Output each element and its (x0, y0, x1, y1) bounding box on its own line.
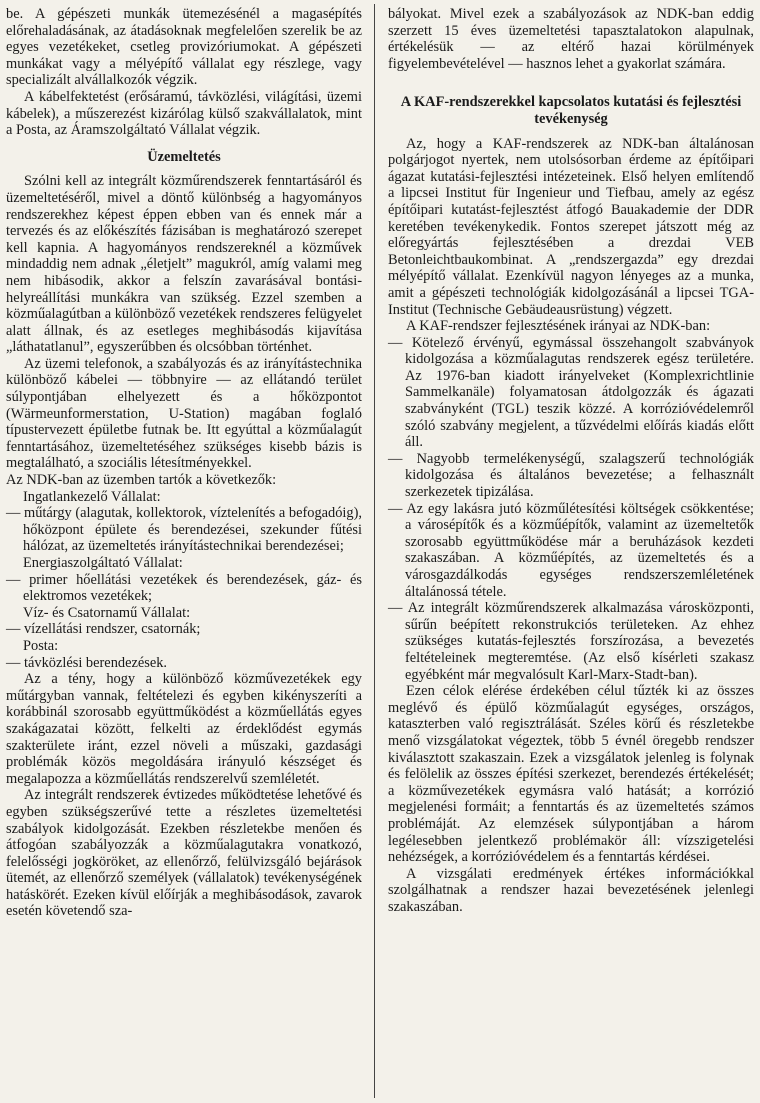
left-column (6, 6, 362, 920)
list-item: — Az integrált közműrendszerek alkalmazása városközponti, sűrűn beépített rekonstrukciós területeken. Az ehhez szükséges kutatás-fejlesztés forszírozása, a bevezetés feltételeinek megteremtése. (Az első kísérleti szakasz egyébként már megvalósult Karl-Marx-Stadt-ban). (388, 600, 754, 683)
paragraph: Az a tény, hogy a különböző közművezetékek egy műtárgyban vannak, feltételezi és egyben kikényszeríti a korábbinál szorosabb együttműködést a közműellátás egyes szakágazatai között, felkelti az érdeklődést egymás szakterülete iránt, ezzel növeli a műszaki, gazdasági problémák közös megoldására irányuló készséget és megalapozza a közműellátás rendszerelvű szemléletét. (6, 671, 362, 787)
paragraph: A KAF-rendszer fejlesztésének irányai az NDK-ban: (406, 318, 711, 335)
operator-name: Víz- és Csatornamű Vállalat: (23, 604, 191, 621)
operator-name: Ingatlankezelő Vállalat: (23, 488, 161, 505)
paragraph: Az integrált rendszerek évtizedes működtetése lehetővé és egyben szükségszerűvé tette a részletes üzemeltetési szabályok kidolgozását. Ezekben részletekbe menően és átfogóan szabályozzák a közműalagutakra vonatkozó, felelősségi jogköröket, az ellenőrző, felülvizsgáló bejárások ütemét, az ellenőrző személyek (vállalatok) tevékenységének hatáskörét. Ezeken kívül előírják a meghibásodások, zavarok esetén követendő sza- (6, 787, 362, 920)
list-item: — Nagyobb termelékenységű, szalagszerű technológiák kidolgozása és általános bevezetése; a felhasznált szerkezetek tipizálása. (388, 450, 754, 501)
operator-duty: — műtárgy (alagutak, kollektorok, víztelenítés a befogadóig), hőközpont épülete és berendezései, szekunder fűtési hálózat, az üzemeltetés irányítástechnikai berendezései; (6, 505, 362, 555)
paragraph: A vizsgálati eredmények értékes információkkal szolgálhatnak a rendszer hazai bevezetésének jelenlegi szakaszában. (388, 865, 754, 915)
column-divider (374, 4, 375, 1098)
paragraph: Az, hogy a KAF-rendszerek az NDK-ban általánosan polgárjogot nyertek, nem utolsósorban érdeme az építőipari ágazat kutatási-fejlesztési intézeteinek. Első helyen említendő a lipcsei Institut für Ingenieur und Tiefbau, amely az egész építőipari kutatást-fejlesztést átfogó Bauakademie der DDR keretében tevékenykedik. Fontos szerepet játszott még az előregyártás fejlesztésében a drezdai VEB Betonleichtbaukombinat. A „rendszergazda” egy drezdai mélyépítő vállalat. Ezenkívül nagyon lényeges az a munka, amit a gépészeti technológiák kidolgozásánál a lipcsei TGA-Institut (Technische Gebäudeausrüstung) végzett. (388, 135, 754, 318)
paragraph: Ezen célok elérése érdekében célul tűzték ki az összes meglévő és épülő közműalagút egységes, országos, kataszterben való regisztrálását. Széles körű és részletekbe menő vizsgálatokat végeztek, több 5 évnél öregebb rendszer kiválasztott szakaszain. Ezek a vizsgálatok jelenleg is folynak és felölelik az összes építési szerkezet, berendezés értékelését; a közművezetékek egymásra való hatását; a korrózió megjelenési formáit; a fenntartás és az üzemeltetés számos problémáját. Az elemzések súlypontjában a három legélesebben jelentkező problémakör áll: vízszigetelési nehézségek, a korrózióvédelem és a fenntartás kérdései. (388, 683, 754, 866)
paragraph: Szólni kell az integrált közműrendszerek fenntartásáról és üzemeltetéséről, mivel a döntő különbség a hagyományos rendszerekhez képest éppen ebben van és ennek már a tervezés és az előkészítés fázisában is meghatározó szerepet kell kapnia. A hagyományos rendszereknél a közművek mindaddig nem adnak „életjelt” magukról, amíg valami meg nem hibásodik, akkor a felszín zavarásával bontási-helyreállítási munkákra van szükség. Ezzel szemben a közműalagútban a különböző vezetékek rendszeres felügyelet alatt állnak, és az esetleges meghibásodás kijavítása „láthatatlanul”, egyszerűbben és olcsóbban történhet. (6, 173, 363, 356)
section-heading: Üzemeltetés (147, 148, 221, 165)
operator-duty: — primer hőellátási vezetékek és berendezések, gáz- és elektromos vezetékek; (6, 571, 362, 605)
paragraph: Az NDK-ban az üzemben tartók a következők: (6, 472, 277, 489)
operator-duty: — távközlési berendezések. (6, 654, 168, 671)
right-column (388, 6, 754, 915)
list-item: — Kötelező érvényű, egymással összehangolt szabványok kidolgozása a közműalagutas rendszerek egész területére. Az 1976-ban kiadott irányelveket (Komplexrichtlinie Sammelkanäle) folyamatosan átdolgozzák és ágazati szabványként (TGL) teszik közzé. A korrózióvédelemről szóló szabvány megjelent, a tűzvédelmi előírás kiadás előtt áll. (388, 334, 754, 451)
operator-duty: — vízellátási rendszer, csatornák; (6, 621, 201, 638)
section-heading: A KAF-rendszerekkel kapcsolatos kutatási és fejlesztési tevékenység (400, 94, 742, 127)
paragraph: A kábelfektetést (erősáramú, távközlési, világítási, üzemi kábelek), a műszerezést kizárólag külső szakvállalatok, mint a Posta, az Áramszolgáltató Vállalat végzik. (6, 88, 362, 139)
paragraph: be. A gépészeti munkák ütemezésénél a magasépítés előrehaladásának, az átadásoknak megfelelően szerelik be az egyes vezetékeket, csetleg provizóriumokat. A gépészeti munkákat vagy a mélyépítő vállalat egy részlege, vagy specializált alvállalkozók végzik. (6, 6, 362, 89)
list-item: — Az egy lakásra jutó közműlétesítési költségek csökkentése; a városépítők és a közműépítők, valamint az üzemeltetők szorosabb együttműködése már a beruházások kezdeti szakaszában. A közműépítés, az üzemeltetés és a városgazdálkodás egységes rendszerszemléletének általánossá tétele. (388, 500, 754, 600)
paragraph: bályokat. Mivel ezek a szabályozások az NDK-ban eddig szerzett 15 éves üzemeltetési tapasztalatokon alapulnak, értékelésük — az eltérő hazai körülmények figyelembevételével — hasznos lehet a gyakorlat számára. (388, 6, 754, 72)
paragraph: Az üzemi telefonok, a szabályozás és az irányítástechnika különböző kábelei — többnyire — az ellátandó terület súlypontjában elhelyezett és a hőközpontot (Wärmeunformerstation, U-Station) magában foglaló típustervezett épületbe futnak be. Itt egyúttal a közműalagút fenntartásához, üzemeltetéséhez szükséges kisebb bázis is megtalálható, a szociális létesítményekkel. (6, 355, 362, 472)
operator-name: Energiaszolgáltató Vállalat: (23, 555, 183, 571)
operator-name: Posta: (23, 637, 59, 654)
